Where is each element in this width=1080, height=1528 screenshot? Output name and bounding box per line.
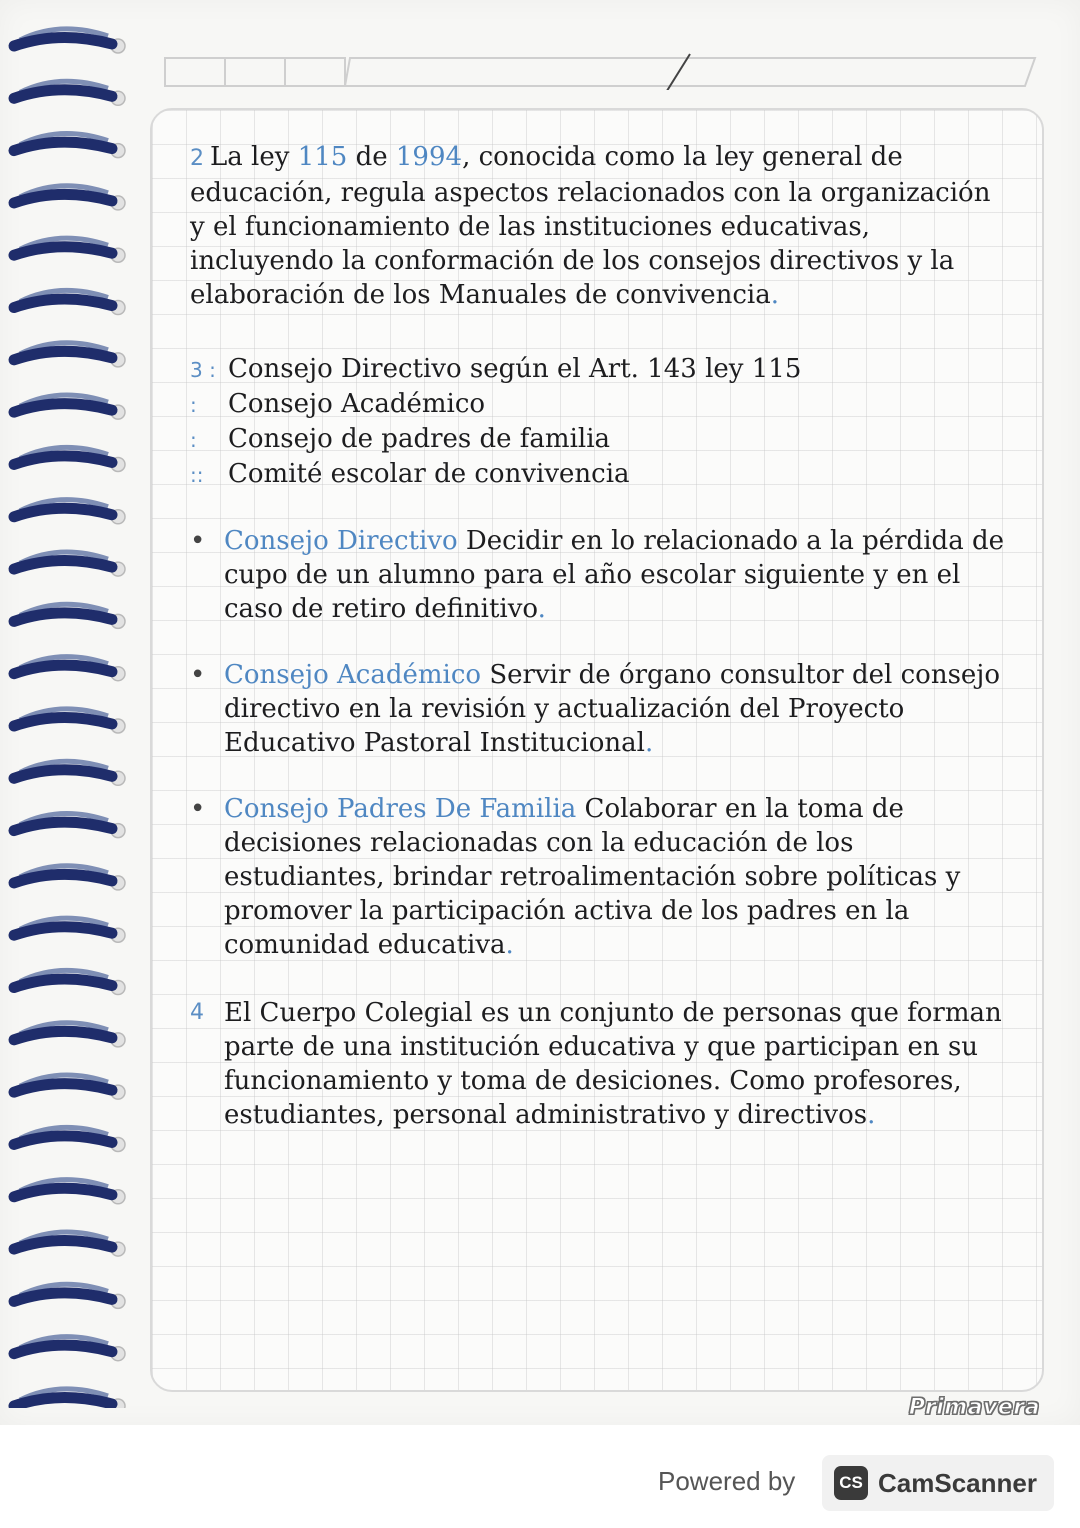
spiral-coil xyxy=(14,761,125,785)
spiral-coil xyxy=(14,918,125,942)
paragraph-4 xyxy=(190,996,1010,1132)
spiral-coil xyxy=(14,1284,125,1308)
item-number: 2 xyxy=(190,146,204,171)
spiral-coil xyxy=(14,1023,125,1047)
bullet-dot: • xyxy=(190,526,206,556)
camscanner-name: CamScanner xyxy=(878,1467,1037,1498)
spiral-coil xyxy=(14,343,125,367)
spiral-coil xyxy=(14,709,125,733)
bullet-consejo-directivo xyxy=(190,524,1010,626)
spiral-coil xyxy=(14,866,125,890)
camscanner-logo-icon: CS xyxy=(834,1466,868,1500)
spiral-coil xyxy=(14,238,125,262)
bullet-dot: • xyxy=(190,794,206,824)
text-run: 115 xyxy=(297,142,348,172)
list-mark: :: xyxy=(190,463,204,487)
spiral-coil xyxy=(14,552,125,576)
paragraph-2-text xyxy=(190,142,990,310)
spiral-coil xyxy=(14,500,125,524)
item-number: 4 xyxy=(190,1000,204,1025)
bullet-heading: Consejo Directivo xyxy=(224,526,458,556)
spiral-coil xyxy=(14,1232,125,1256)
bullet-text: Consejo Académico Servir de órgano consultor del consejo directivo en la revisión y actualización del Proyecto Educativo Pastoral Institucional. xyxy=(224,660,1001,758)
spiral-coil xyxy=(14,395,125,419)
text-run: 1994 xyxy=(395,142,463,172)
bullet-heading: Consejo Académico xyxy=(224,660,482,690)
paragraph-4-text: El Cuerpo Colegial es un conjunto de personas que forman parte de una institución educativa y que participan en su funcionamiento y toma de desiciones. Como profesores, estudiantes, personal administrativo y directivos. xyxy=(224,998,1002,1130)
spiral-coil xyxy=(14,29,125,53)
list-mark: : xyxy=(190,428,197,452)
paragraph-2 xyxy=(190,140,1010,312)
spiral-coil xyxy=(14,447,125,471)
date-header-strip xyxy=(155,52,1040,90)
text-run: La ley xyxy=(210,142,298,172)
spiral-coil xyxy=(14,1127,125,1151)
list-mark: : xyxy=(190,393,197,417)
council-name: Comité escolar de convivencia xyxy=(228,459,630,489)
paragraph-3-list xyxy=(190,352,1010,492)
spiral-coil xyxy=(14,1337,125,1361)
spiral-coil xyxy=(14,1389,125,1408)
text-run: de xyxy=(347,142,396,172)
spiral-coil xyxy=(14,604,125,628)
item-number: 3 : xyxy=(190,358,216,382)
bullet-consejo-padres xyxy=(190,792,1010,962)
council-name: Consejo Académico xyxy=(228,389,486,419)
bullet-dot: • xyxy=(190,660,206,690)
powered-by-text: Powered by xyxy=(658,1466,796,1496)
spiral-coil xyxy=(14,81,125,105)
bullet-text: Consejo Padres De Familia Colaborar en la toma de decisiones relacionadas con la educación de los estudiantes, brindar retroalimentación sobre políticas y promover la participación activa de los padres en la comunidad educativa. xyxy=(224,794,961,960)
bullet-consejo-academico xyxy=(190,658,1010,760)
list-item xyxy=(190,457,1010,492)
bullet-heading: Consejo Padres De Familia xyxy=(224,794,577,824)
council-name: Consejo de padres de familia xyxy=(228,424,611,454)
spiral-coil xyxy=(14,186,125,210)
notes-content xyxy=(190,140,1010,1132)
spiral-coil xyxy=(14,290,125,314)
list-item xyxy=(190,422,1010,457)
camscanner-badge[interactable] xyxy=(822,1455,1054,1511)
bullet-text: Consejo Directivo Decidir en lo relacionado a la pérdida de cupo de un alumno para el año escolar siguiente y en el caso de retiro definitivo. xyxy=(224,526,1004,624)
spiral-binding xyxy=(0,18,135,1408)
spiral-coil xyxy=(14,814,125,838)
spiral-coil xyxy=(14,657,125,681)
council-name: Consejo Directivo según el Art. 143 ley 115 xyxy=(228,354,802,384)
list-item xyxy=(190,352,1010,387)
text-run: , conocida como la ley general de educación, regula aspectos relacionados con la organización y el funcionamiento de las instituciones educativas, incluyendo la conformación de los consejos directivos y la elaboración de los Manuales de convivencia xyxy=(190,142,991,310)
spiral-coil xyxy=(14,1075,125,1099)
spiral-coil xyxy=(14,1180,125,1204)
text-run: . xyxy=(770,280,779,310)
spiral-coil xyxy=(14,134,125,158)
spiral-coil xyxy=(14,970,125,994)
list-item xyxy=(190,387,1010,422)
primavera-logo: Primavera xyxy=(908,1395,1040,1420)
